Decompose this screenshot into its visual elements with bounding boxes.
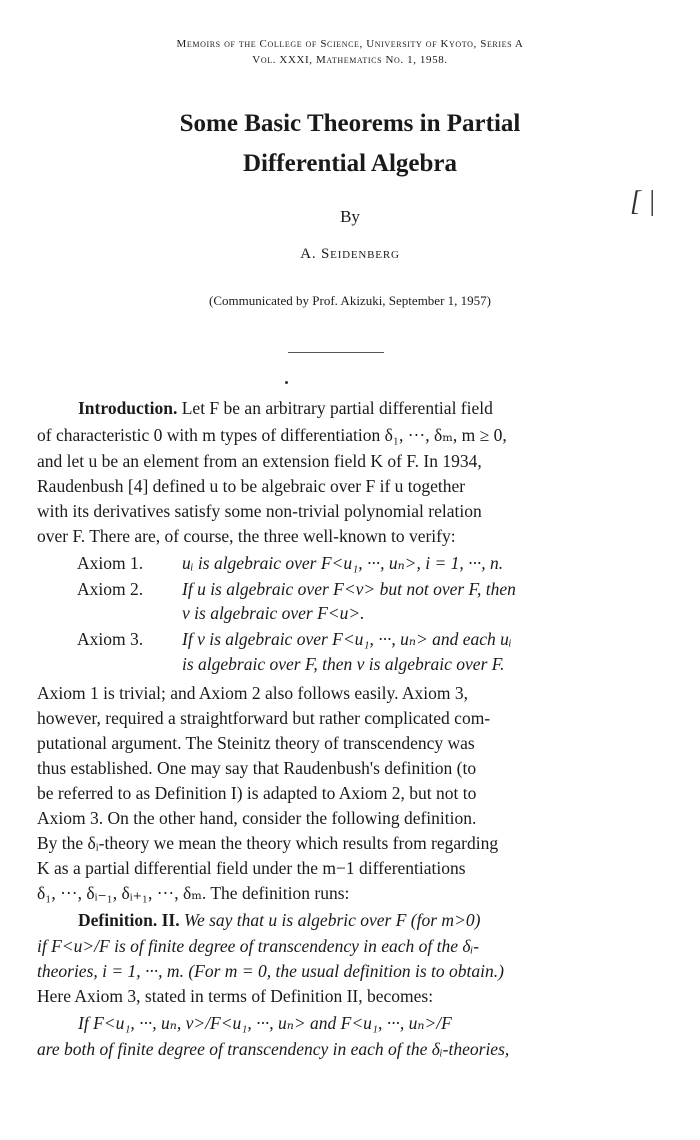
axiom-2-label: Axiom 2.	[77, 579, 144, 599]
definition-heading: Definition. II.	[78, 910, 180, 930]
para2-line-8: K as a partial differential field under the m−1 differentiations	[37, 858, 466, 878]
intro-line-5: with its derivatives satisfy some non-trivial polynomial relation	[37, 501, 482, 521]
intro-line-1-text: Let F be an arbitrary partial differential field	[181, 398, 493, 418]
margin-mark: [ |	[630, 186, 656, 217]
journal-header-line-1: Memoirs of the College of Science, University of Kyoto, Series A	[176, 38, 524, 50]
axiom-1-label: Axiom 1.	[77, 553, 144, 573]
para2-line-5: be referred to as Definition I) is adapted to Axiom 2, but not to	[37, 783, 477, 803]
byline-by: By	[340, 207, 360, 226]
definition-line-4: Here Axiom 3, stated in terms of Definition II, becomes:	[37, 986, 434, 1006]
definition-line-1	[78, 910, 698, 931]
paper-title-line-1: Some Basic Theorems in Partial	[179, 110, 521, 137]
section-divider	[288, 352, 384, 353]
axiom-2-text-line-1: If u is algebraic over F<v> but not over F, then	[182, 579, 516, 599]
axiom-1-text: uᵢ is algebraic over F<u₁, ···, uₙ>, i = 1, ···, n.	[182, 553, 504, 573]
para2-line-3: putational argument. The Steinitz theory of transcendency was	[37, 733, 475, 753]
axiom-3-text-line-2: is algebraic over F, then v is algebraic over F.	[182, 654, 505, 674]
stray-dot	[285, 381, 288, 384]
author-name: A. Seidenberg	[300, 246, 400, 262]
intro-line-4: Raudenbush [4] defined u to be algebraic over F if u together	[37, 476, 466, 496]
para2-line-9: δ₁, ···, δᵢ₋₁, δᵢ₊₁, ···, δₘ. The definition runs:	[37, 883, 350, 903]
definition-line-3: theories, i = 1, ···, m. (For m = 0, the usual definition is to obtain.)	[37, 961, 504, 981]
intro-line-1	[78, 398, 698, 419]
paper-title-line-2: Differential Algebra	[242, 150, 458, 177]
para2-line-4: thus established. One may say that Raudenbush's definition (to	[37, 758, 477, 778]
intro-line-6: over F. There are, of course, the three well-known to verify:	[37, 526, 456, 546]
definition-line-1-text: We say that u is algebric over F (for m>0)	[183, 910, 481, 930]
para2-line-1: Axiom 1 is trivial; and Axiom 2 also follows easily. Axiom 3,	[37, 683, 468, 703]
intro-line-2: of characteristic 0 with m types of differentiation δ₁, ···, δₘ, m ≥ 0,	[37, 425, 507, 445]
definition-line-6: are both of finite degree of transcendency in each of the δᵢ-theories,	[37, 1039, 510, 1059]
definition-line-5: If F<u₁, ···, uₙ, v>/F<u₁, ···, uₙ> and F<u₁, ···, uₙ>/F	[78, 1013, 452, 1033]
axiom-3-label: Axiom 3.	[77, 629, 144, 649]
journal-header-line-2: Vol. XXXI, Mathematics No. 1, 1958.	[252, 54, 448, 66]
axiom-3-text-line-1: If v is algebraic over F<u₁, ···, uₙ> and each uᵢ	[182, 629, 512, 649]
intro-heading: Introduction.	[78, 398, 178, 418]
para2-line-6: Axiom 3. On the other hand, consider the following definition.	[37, 808, 477, 828]
intro-line-3: and let u be an element from an extension field K of F. In 1934,	[37, 451, 482, 471]
communicated-note: (Communicated by Prof. Akizuki, September 1, 1957)	[209, 293, 491, 308]
axiom-2-text-line-2: v is algebraic over F<u>.	[182, 603, 365, 623]
definition-line-2: if F<u>/F is of finite degree of transcendency in each of the δᵢ-	[37, 936, 480, 956]
para2-line-7: By the δᵢ-theory we mean the theory which results from regarding	[37, 833, 499, 853]
para2-line-2: however, required a straightforward but rather complicated com-	[37, 708, 491, 728]
